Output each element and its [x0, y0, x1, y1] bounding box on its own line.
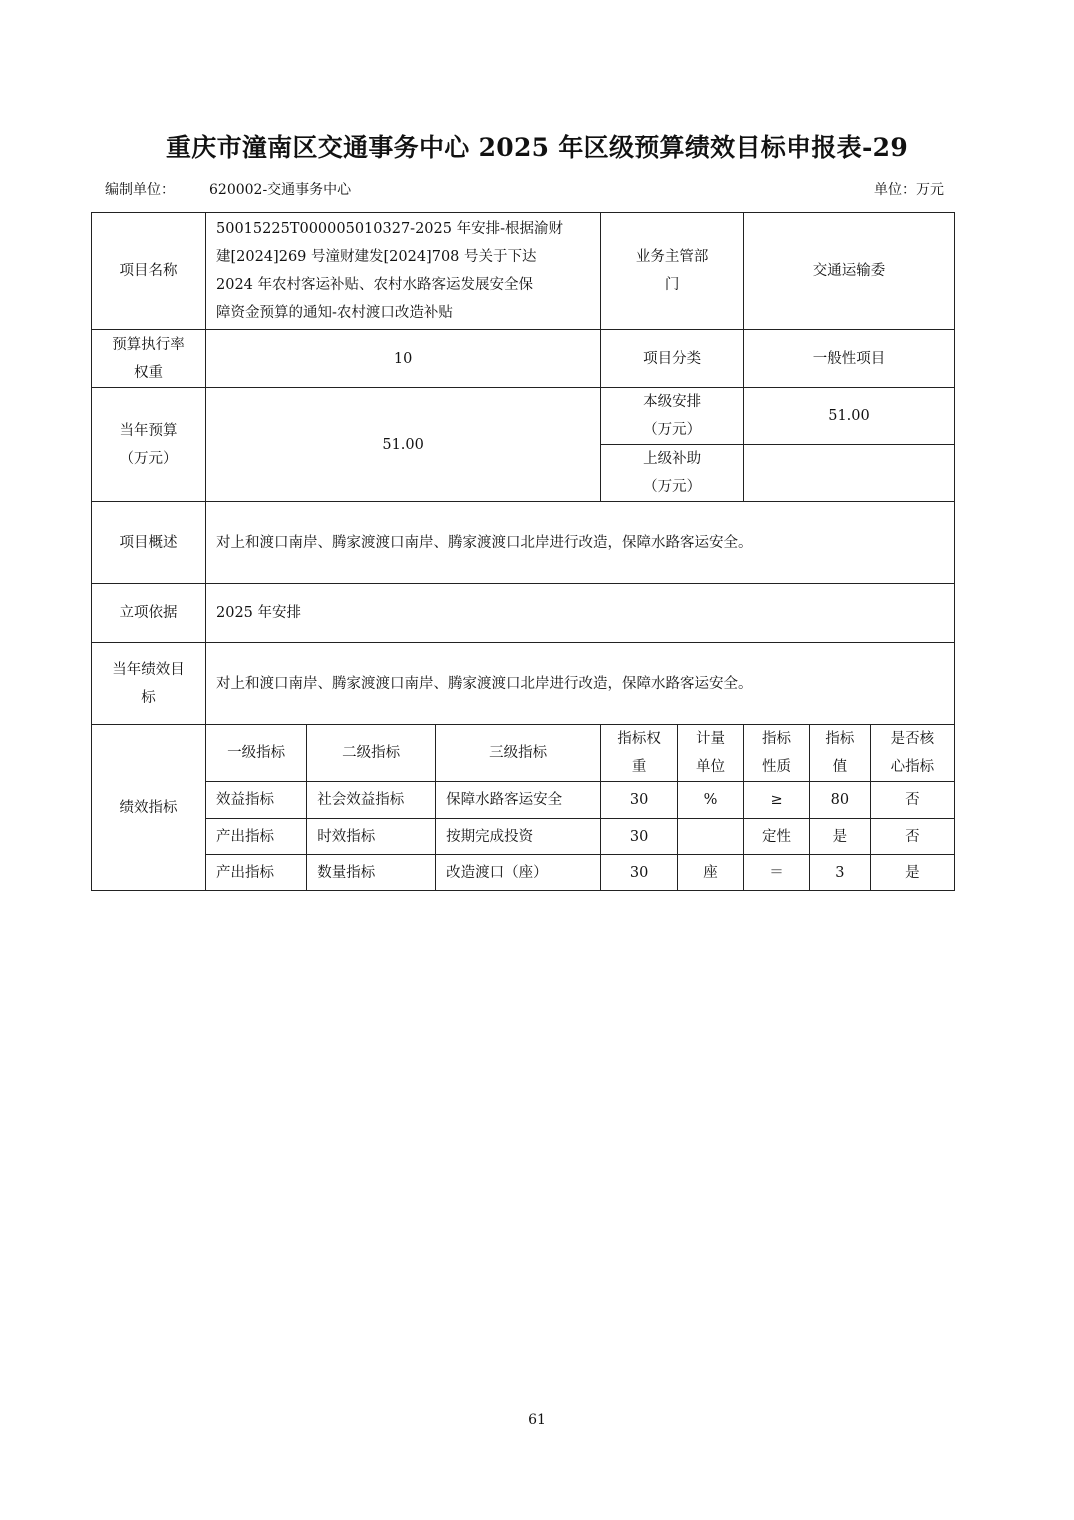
table-row [92, 819, 955, 855]
local-label-line: （万元） [643, 422, 702, 438]
page-title: 重庆市潼南区交通事务中心 2025 年区级预算绩效目标申报表-29 [165, 133, 909, 162]
dept-label-line: 业务主管部 [635, 249, 709, 265]
perf-level1: 效益指标 [206, 782, 307, 819]
perf-nature: ＝ [744, 855, 810, 891]
exec-rate-label-line: 权重 [134, 364, 163, 381]
org-value: 620002-交通事务中心 [209, 182, 352, 198]
perf-header-weight [601, 725, 678, 782]
perf-weight: 30 [601, 819, 678, 855]
goal-label-line: 标 [141, 689, 156, 706]
perf-header-value [810, 725, 871, 782]
perf-header-unit [677, 725, 743, 782]
perf-label: 绩效指标 [92, 725, 206, 891]
exec-rate-value: 10 [206, 330, 601, 388]
perf-level2: 时效指标 [307, 819, 436, 855]
perf-header-level2: 二级指标 [307, 725, 436, 782]
unit-label: 单位：万元 [874, 182, 944, 198]
perf-level3: 改造渡口（座） [436, 855, 601, 891]
perf-header-value-line: 值 [832, 759, 848, 775]
project-name-line: 建[2024]269 号潼财建发[2024]708 号关于下达 [216, 249, 537, 265]
goal-value: 对上和渡口南岸、腾家渡渡口南岸、腾家渡渡口北岸进行改造，保障水路客运安全。 [206, 643, 955, 725]
budget-label-line: （万元） [119, 450, 178, 467]
local-label [601, 388, 744, 445]
perf-unit [677, 819, 743, 855]
perf-header-core-line: 是否核 [890, 731, 935, 747]
project-name-value [206, 213, 601, 330]
upper-value [744, 445, 955, 502]
perf-header-core [870, 725, 954, 782]
table-row [92, 855, 955, 891]
perf-value: 3 [810, 855, 871, 891]
category-value: 一般性项目 [744, 330, 955, 388]
local-label-line: 本级安排 [643, 394, 702, 410]
upper-label [601, 445, 744, 502]
perf-value: 80 [810, 782, 871, 819]
perf-value: 是 [810, 819, 871, 855]
perf-level2: 数量指标 [307, 855, 436, 891]
perf-level1: 产出指标 [206, 855, 307, 891]
budget-label-line: 当年预算 [119, 422, 178, 439]
exec-rate-label-line: 预算执行率 [112, 336, 185, 353]
category-label: 项目分类 [601, 330, 744, 388]
basis-label: 立项依据 [92, 584, 206, 643]
project-name-line: 障资金预算的通知-农村渡口改造补贴 [216, 305, 453, 321]
dept-label-line: 门 [664, 277, 680, 293]
dept-value: 交通运输委 [744, 213, 955, 330]
basis-value: 2025 年安排 [206, 584, 955, 643]
perf-nature: 定性 [744, 819, 810, 855]
perf-header-weight-line: 重 [631, 759, 647, 775]
perf-header-nature-line: 性质 [762, 759, 792, 775]
perf-header-core-line: 心指标 [890, 759, 935, 775]
perf-header-weight-line: 指标权 [617, 731, 661, 747]
perf-core: 否 [870, 782, 954, 819]
goal-label-line: 当年绩效目 [112, 661, 185, 678]
perf-unit: % [677, 782, 743, 819]
perf-core: 否 [870, 819, 954, 855]
project-name-line: 2024 年农村客运补贴、农村水路客运发展安全保 [216, 277, 534, 293]
project-name-line: 50015225T000005010327-2025 年安排-根据渝财 [216, 221, 563, 237]
perf-unit: 座 [677, 855, 743, 891]
goal-label [92, 643, 206, 725]
table-row [92, 782, 955, 819]
perf-header-value-line: 指标 [825, 731, 855, 747]
upper-label-line: 上级补助 [643, 451, 702, 467]
perf-header-level3: 三级指标 [436, 725, 601, 782]
perf-header-unit-line: 计量 [695, 731, 725, 747]
budget-performance-table [91, 212, 955, 891]
upper-label-line: （万元） [643, 479, 702, 495]
budget-label [92, 388, 206, 502]
exec-rate-label [92, 330, 206, 388]
org-label: 编制单位： [105, 182, 175, 198]
perf-header-nature [744, 725, 810, 782]
local-value: 51.00 [744, 388, 955, 445]
page-number: 61 [528, 1412, 546, 1428]
dept-label [601, 213, 744, 330]
perf-header-unit-line: 单位 [695, 759, 725, 775]
perf-header-nature-line: 指标 [762, 731, 792, 747]
perf-level1: 产出指标 [206, 819, 307, 855]
perf-level3: 保障水路客运安全 [436, 782, 601, 819]
perf-level3: 按期完成投资 [436, 819, 601, 855]
overview-label: 项目概述 [92, 502, 206, 584]
perf-nature: ≥ [744, 782, 810, 819]
project-name-label: 项目名称 [92, 213, 206, 330]
perf-core: 是 [870, 855, 954, 891]
perf-weight: 30 [601, 855, 678, 891]
budget-value: 51.00 [206, 388, 601, 502]
perf-header-level1: 一级指标 [206, 725, 307, 782]
perf-weight: 30 [601, 782, 678, 819]
perf-level2: 社会效益指标 [307, 782, 436, 819]
overview-value: 对上和渡口南岸、腾家渡渡口南岸、腾家渡渡口北岸进行改造，保障水路客运安全。 [206, 502, 955, 584]
